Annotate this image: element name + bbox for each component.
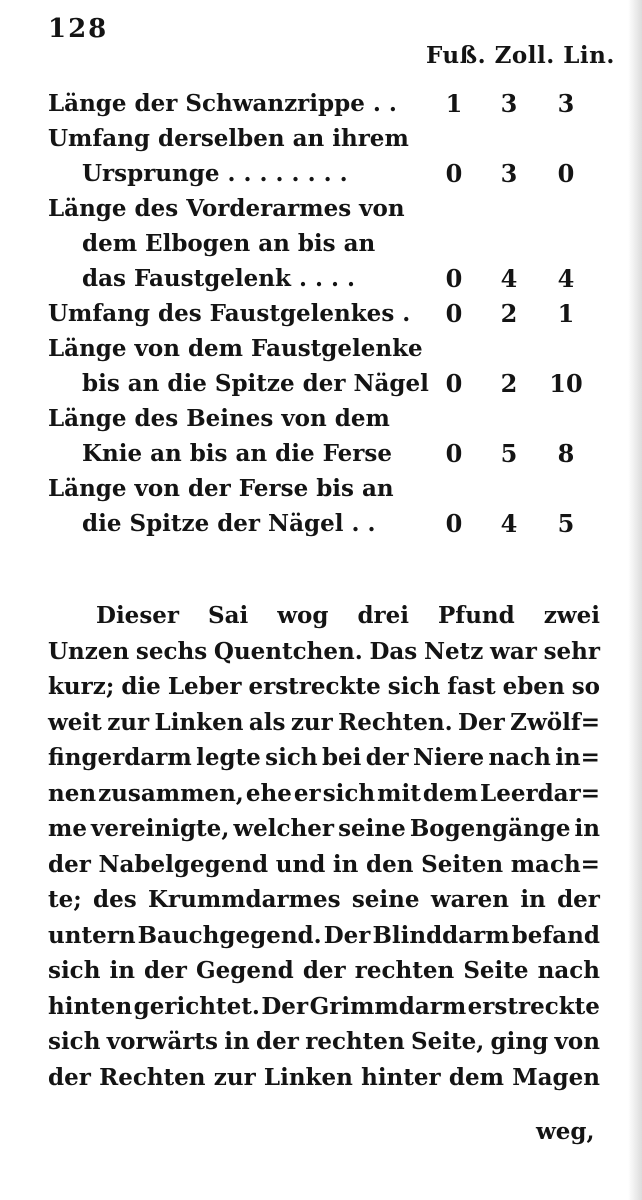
value-linie — [546, 401, 586, 436]
value-fuss: 1 — [445, 89, 463, 118]
word: drei — [357, 602, 410, 629]
word: gerichtet. — [133, 992, 260, 1020]
word: des — [93, 886, 137, 913]
word: dem — [422, 779, 478, 807]
measurement-label: Länge des Vorderarmes von — [48, 195, 405, 222]
catchword: weg, — [536, 1118, 595, 1145]
value-zoll: 4 — [500, 509, 518, 538]
value-fuss — [434, 401, 474, 436]
word: sich — [265, 744, 318, 771]
measurement-row — [48, 261, 608, 296]
word: Dieser — [96, 602, 180, 629]
value-fuss — [434, 226, 474, 261]
word: sich — [48, 957, 101, 984]
word: der — [256, 1028, 299, 1055]
value-linie: 4 — [557, 264, 575, 293]
word: Der — [458, 708, 505, 736]
value-fuss — [434, 121, 474, 156]
word: in — [332, 850, 359, 878]
word: ging — [490, 1028, 549, 1055]
word: welcher — [233, 815, 335, 842]
value-fuss: 0 — [445, 369, 463, 398]
measurement-row — [48, 506, 608, 541]
value-zoll: 2 — [500, 299, 518, 328]
paragraph-line — [48, 776, 600, 812]
measurement-label: Umfang derselben an ihrem — [48, 125, 409, 152]
word: in — [520, 886, 546, 913]
word: in — [109, 957, 135, 984]
value-zoll — [489, 471, 529, 506]
word: Leerdar= — [480, 779, 600, 807]
word: in= — [555, 744, 600, 771]
word: Sai — [208, 602, 249, 629]
word: den — [366, 850, 414, 878]
measurement-label: Länge von der Ferse bis an — [48, 475, 394, 502]
value-zoll: 3 — [500, 159, 518, 188]
paragraph-line — [48, 847, 600, 883]
word: nach — [488, 744, 551, 771]
word: eben — [502, 673, 565, 700]
word: Nabelgegend — [98, 850, 269, 878]
word: Niere — [412, 744, 485, 771]
word: Unzen — [48, 637, 130, 665]
word: war — [490, 637, 537, 665]
value-linie — [546, 191, 586, 226]
word: nen — [48, 779, 97, 807]
word: hinten — [48, 992, 133, 1020]
word: Bogengänge — [409, 815, 571, 842]
value-linie: 10 — [549, 369, 583, 398]
word: Linken — [263, 1063, 353, 1091]
word: zwei — [543, 602, 600, 629]
paragraph-line — [48, 811, 600, 847]
word: sehr — [543, 637, 600, 665]
measurement-row — [48, 86, 608, 121]
word: in — [224, 1028, 250, 1055]
body-paragraph — [48, 598, 600, 1095]
value-zoll: 4 — [500, 264, 518, 293]
paragraph-line — [48, 669, 600, 705]
word: Der — [261, 992, 309, 1020]
word: waren — [430, 886, 510, 913]
word: Rechten — [99, 1063, 206, 1091]
word: zusammen, — [98, 779, 244, 807]
paragraph-line — [48, 882, 600, 918]
value-linie — [546, 226, 586, 261]
word: Das — [369, 637, 418, 665]
word: te; — [48, 886, 82, 913]
value-zoll — [489, 401, 529, 436]
value-fuss: 0 — [445, 299, 463, 328]
value-fuss — [434, 471, 474, 506]
measurement-row — [48, 296, 608, 331]
value-zoll — [489, 191, 529, 226]
word: er — [293, 779, 321, 807]
word: Pfund — [438, 602, 515, 629]
word: Linken — [154, 708, 244, 736]
page-number: 128 — [48, 14, 109, 44]
word: in — [574, 815, 600, 842]
measurement-label: Länge von dem Faustgelenke — [48, 335, 423, 362]
word: weit — [48, 708, 102, 736]
measurement-label: die Spitze der Nägel . . — [82, 510, 376, 537]
word: legte — [196, 744, 261, 771]
word: me — [48, 815, 87, 842]
value-linie — [546, 331, 586, 366]
word: der — [48, 1063, 91, 1091]
word: so — [571, 673, 600, 700]
measurement-label: dem Elbogen an bis an — [82, 230, 376, 257]
word: die — [121, 673, 161, 700]
value-zoll — [489, 331, 529, 366]
measurement-label: Knie an bis an die Ferse — [82, 440, 392, 467]
paragraph-line — [48, 1060, 600, 1096]
value-fuss: 0 — [445, 509, 463, 538]
word: wog — [277, 602, 329, 629]
value-zoll: 2 — [500, 369, 518, 398]
paragraph-line — [48, 740, 600, 776]
word: fingerdarm — [48, 744, 192, 771]
measurement-row — [48, 226, 608, 261]
value-linie: 5 — [557, 509, 575, 538]
word: ehe — [245, 779, 292, 807]
paragraph-line — [48, 953, 600, 989]
word: sich — [387, 673, 441, 700]
word: Magen — [512, 1063, 600, 1091]
word: erstreckte — [467, 992, 600, 1020]
word: seine — [338, 815, 406, 842]
measurement-row — [48, 436, 608, 471]
word: seine — [351, 886, 420, 913]
word: Blinddarm — [372, 921, 510, 949]
paragraph-line — [48, 989, 600, 1025]
word: von — [554, 1028, 600, 1055]
word: zur — [213, 1063, 256, 1091]
word: sechs — [135, 637, 208, 665]
value-fuss: 0 — [445, 264, 463, 293]
value-fuss — [434, 331, 474, 366]
measurement-label: Ursprunge . . . . . . . . — [82, 160, 348, 187]
measurement-row — [48, 471, 608, 506]
word: der — [144, 957, 187, 984]
word: kurz; — [48, 673, 115, 700]
measurement-row — [48, 191, 608, 226]
word: Seite, — [410, 1028, 485, 1055]
word: Seite — [463, 957, 529, 984]
word: Der — [323, 921, 371, 949]
measurement-row — [48, 331, 608, 366]
paragraph-line — [48, 598, 600, 634]
measurement-row — [48, 401, 608, 436]
word: sich — [322, 779, 376, 807]
value-zoll — [489, 226, 529, 261]
word: Leber — [167, 673, 242, 700]
paragraph-line — [48, 1024, 600, 1060]
measurement-label: Länge des Beines von dem — [48, 405, 390, 432]
word: Bauchgegend. — [137, 921, 322, 949]
word: untern — [48, 921, 136, 949]
value-linie: 3 — [557, 89, 575, 118]
measurement-row — [48, 366, 608, 401]
word: Grimmdarm — [309, 992, 467, 1020]
value-fuss: 0 — [445, 159, 463, 188]
value-fuss — [434, 191, 474, 226]
word: vorwärts — [106, 1028, 218, 1055]
paragraph-line — [48, 634, 600, 670]
word: hinter — [361, 1063, 441, 1091]
word: als — [248, 708, 286, 736]
word: vereinigte, — [91, 815, 230, 842]
measurement-row — [48, 121, 608, 156]
word: zur — [290, 708, 333, 736]
page-edge-shadow — [628, 0, 642, 1200]
word: mach= — [510, 850, 600, 878]
word: bei — [321, 744, 362, 771]
value-zoll: 5 — [500, 439, 518, 468]
value-linie: 8 — [557, 439, 575, 468]
paragraph-line — [48, 705, 600, 741]
value-linie: 1 — [557, 299, 575, 328]
word: Quentchen. — [213, 637, 363, 665]
word: befand — [511, 921, 600, 949]
measurement-label: das Faustgelenk . . . . — [82, 265, 356, 292]
word: zur — [107, 708, 150, 736]
word: der — [48, 850, 91, 878]
value-zoll — [489, 121, 529, 156]
word: dem — [448, 1063, 504, 1091]
word: mit — [377, 779, 421, 807]
word: nach — [537, 957, 600, 984]
word: rechten — [305, 1028, 405, 1055]
value-linie: 0 — [557, 159, 575, 188]
column-header-units: Fuß. Zoll. Lin. — [426, 42, 615, 69]
word: der — [557, 886, 600, 913]
word: erstreckte — [248, 673, 381, 700]
value-fuss: 0 — [445, 439, 463, 468]
measurement-label: bis an die Spitze der Nägel — [82, 370, 429, 397]
measurement-table — [48, 86, 608, 541]
word: sich — [48, 1028, 101, 1055]
word: der — [302, 957, 346, 984]
value-linie — [546, 121, 586, 156]
word: rechten — [354, 957, 455, 984]
value-linie — [546, 471, 586, 506]
word: Seiten — [421, 850, 504, 878]
word: Gegend — [195, 957, 294, 984]
word: und — [275, 850, 326, 878]
word: der — [365, 744, 409, 771]
word: fast — [447, 673, 496, 700]
measurement-label: Umfang des Faustgelenkes . — [48, 300, 411, 327]
word: Netz — [423, 637, 484, 665]
measurement-row — [48, 156, 608, 191]
word: Krummdarmes — [148, 886, 341, 913]
word: Zwölf= — [510, 708, 600, 736]
word: Rechten. — [338, 708, 453, 736]
value-zoll: 3 — [500, 89, 518, 118]
measurement-label: Länge der Schwanzrippe . . — [48, 90, 397, 117]
paragraph-line — [48, 918, 600, 954]
